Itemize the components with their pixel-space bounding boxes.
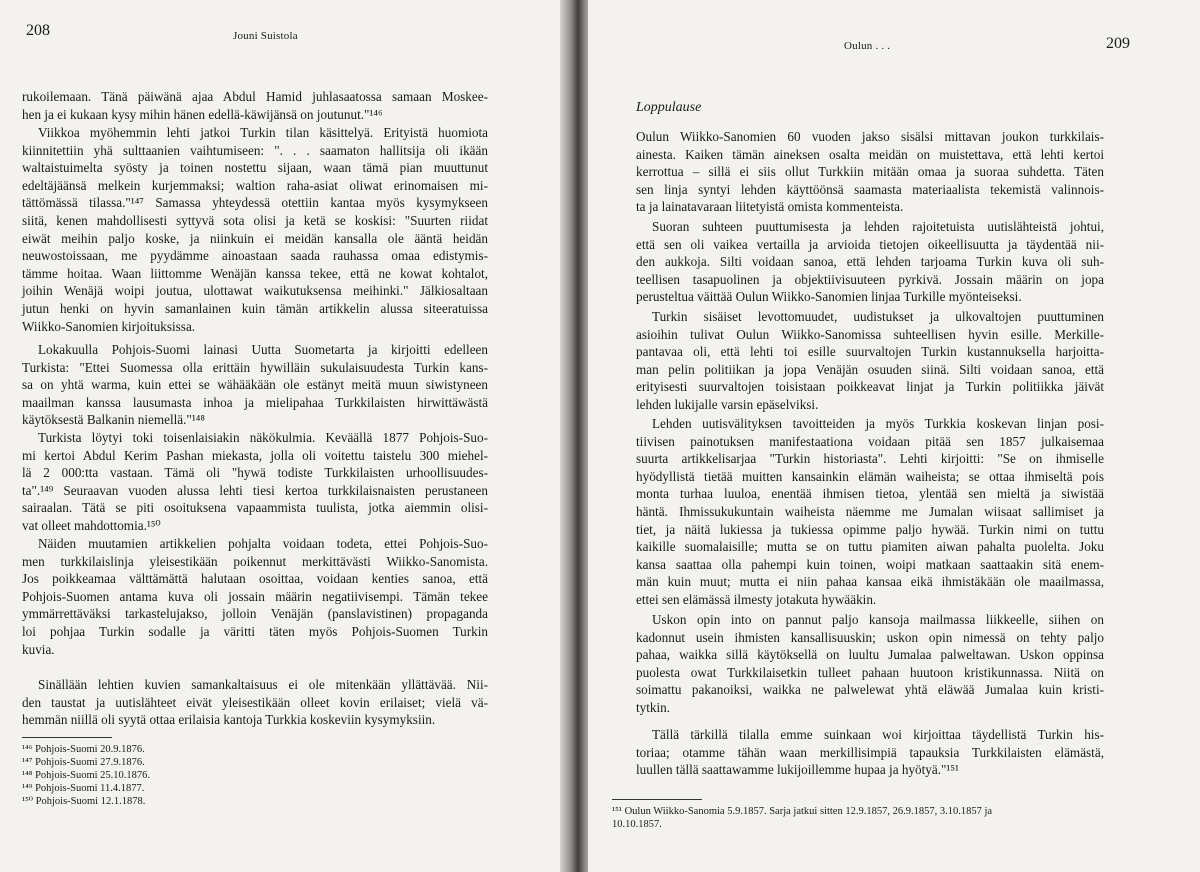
text-line: vat olleet mahdottomia.¹⁵⁰ [22, 517, 161, 533]
text-line: mi kertoi Abdul Kerim Pashan miekasta, jolla oli voitettu taistelu 300 miehel- [22, 447, 488, 463]
footnote: ¹⁴⁷ Pohjois-Suomi 27.9.1876. [22, 757, 145, 768]
text-line: perusteltua väittää Oulun Wiikko-Sanomien linjaa Turkille myönteiseksi. [636, 289, 1022, 305]
footnote: ¹⁵⁰ Pohjois-Suomi 12.1.1878. [22, 796, 146, 807]
text-line: käytöksestä Balkanin niemellä."¹⁴⁸ [22, 412, 205, 428]
paragraph [636, 308, 1104, 414]
text-line: lä 2 000:tta vastaan. Tämä oli "hywä todiste Turkkilaisten urhoollisuudes- [22, 465, 488, 481]
footnote: ¹⁴⁸ Pohjois-Suomi 25.10.1876. [22, 770, 151, 781]
text-line: Turkista löytyi toki toisenlaisiakin näkökulmia. Keväällä 1877 Pohjois-Suo- [38, 430, 488, 445]
text-line: Näiden muutamien artikkelien pohjalta voidaan todeta, ettei Pohjois-Suo- [38, 536, 488, 551]
text-line: Jos poikkeamaa välttämättä halutaan osoittaa, voidaan kenties sanoa, että [22, 571, 488, 587]
paragraph [636, 128, 1104, 216]
paragraph [22, 124, 488, 335]
text-line: Oulun Wiikko-Sanomien 60 vuoden jakso sisälsi mittavan joukon turkkilais- [636, 129, 1104, 144]
text-line: sa on yhtä warma, kuin ettei se wähääkään ole estänyt meitä muun siwistyneen [22, 377, 488, 393]
text-line: jutun henki on hyvin samanlainen kuin tämän artikkelin alussa siteeratuissa [22, 300, 488, 316]
text-line: edeltäjäänsä melkein kurjemmaksi; waltion raha-asiat oliwat erinomaisen mi- [22, 177, 488, 193]
text-line: man pelin politiikan ja jopa Venäjän osuuden siinä. Silti voidaan sanoa, että [636, 361, 1104, 377]
text-line: että sen oli vaikea vertailla ja arvioida tietojen oikeellisuutta ja täydentää nii- [636, 236, 1104, 252]
footnotes [22, 743, 150, 808]
text-line: Turkin sisäiset levottomuudet, uudistukset ja ulkovaltojen puuttuminen [652, 309, 1104, 324]
right-page [588, 0, 1200, 872]
text-line: suurta artikkelisarjaa "Turkin historiasta". Lehti kirjoitti: "Se on ihmiselle [636, 451, 1104, 467]
text-line: luullen tällä saattawamme lukijoillemme hupaa ja hyötyä."¹⁵¹ [636, 762, 959, 778]
text-line: rukoilemaan. Tänä päiwänä ajaa Abdul Hamid juhlasaatossa samaan Moskee- [22, 89, 488, 104]
text-line: neuwostoissaan, me pyydämme ainoastaan saada rauhassa omaa edistymis- [22, 248, 488, 264]
text-line: loi pohjaa Turkin sodalle ja väritti täten myös Pohjois-Suomen Turkin [22, 623, 488, 639]
running-head: Oulun . . . [844, 40, 891, 52]
paragraph [636, 415, 1104, 609]
paragraph [22, 88, 488, 123]
footnote: ¹⁵¹ Oulun Wiikko-Sanomia 5.9.1857. Sarja jatkui sitten 12.9.1857, 26.9.1857, 3.10.1857 ja [612, 806, 993, 817]
text-line: men turkkilaislinja yleisestikään poikennut merkittävästi Wiikko-Sanomista. [22, 553, 488, 569]
text-line: tiivisen painotuksen manifestaationa voidaan pitää sen 1857 julkaisemaa [636, 433, 1104, 449]
text-line: tytkin. [636, 699, 671, 715]
text-line: ymmärrettäväksi tarkastelujakso, jolloin Venäjän (panslavistinen) propaganda [22, 606, 488, 622]
text-line: Suoran suhteen puuttumisesta ja lehden rajoitetuista uutislähteistä johtui, [652, 219, 1104, 234]
paragraph [636, 611, 1104, 717]
text-line: sairaalan. Tätä se piti osoituksena vapaammista tuulista, jotka aiemmin olisi- [22, 500, 488, 516]
text-line: puolesta owat Turkkilaisetkin tulleet pahaan huutoon kristikunnassa. Niitä on [636, 664, 1104, 680]
footnotes [612, 805, 1112, 831]
text-line: den taustat ja uutislähteet eivät yleisestikään olleet kovin erilaiset; vielä vä- [22, 694, 488, 710]
text-line: teellisen tasapuolinen ja objektiivisuuteen pyrkivä. Jossain määrin on jopa [636, 271, 1104, 287]
text-line: tättömässä tilassa."¹⁴⁷ Samassa yhteydessä otettiin kantaa myös kysymykseen [22, 195, 488, 211]
paragraph [22, 341, 488, 429]
text-line: hen ja ei kukaan kysy mihin hänen edellä-käwijänsä on joutunut."¹⁴⁶ [22, 106, 383, 122]
text-line: ta".¹⁴⁹ Seuraavan vuoden alussa lehti tiesi kertoa turkkilaisnaisten perustaneen [22, 482, 488, 498]
text-line: pahaa, waikka sillä käytöksellä on luultu Jumalaa palweltawan. Uskon oppinsa [636, 647, 1104, 663]
text-line: Tällä tärkillä tilalla emme suinkaan woi kirjoittaa täydellistä Turkin his- [652, 727, 1104, 742]
text-line: pantavaa oli, että lehti toi esille suurvaltojen Turkin kustannuksella harjoitta- [636, 344, 1104, 360]
text-line: Viikkoa myöhemmin lehti jatkoi Turkin tilan käsittelyä. Erityistä huomiota [38, 125, 488, 140]
text-line: waltaistuimelta syösty ja toinen nostettu sijaan, waan tämä pian muuttunut [22, 160, 488, 176]
text-line: kaikille suomalaisille; mutta se on tuttu piamiten aiwan pahalta puolelta. Joku [636, 539, 1104, 555]
text-line: Lokakuulla Pohjois-Suomi lainasi Uutta Suometarta ja kirjoitti edelleen [38, 342, 488, 357]
text-line: Lehden uutisvälityksen tavoitteiden ja myös Turkkia koskevan linjan posi- [652, 416, 1104, 431]
text-line: Sinällään lehtien kuvien samankaltaisuus ei ole mitenkään yllättävää. Nii- [38, 677, 488, 692]
text-line: tiet, ja näitä lukiessa ja tukiessa opimme paljo hywää. Turkin nimi on tuttu [636, 521, 1104, 537]
text-line: den aukkoja. Silti voidaan sanoa, että lehden tarjoama Turkin kuva oli suh- [636, 254, 1104, 270]
text-line: kerrottua – sillä ei siis ollut Turkkiin mitään omaa ja suoraa suhdetta. Täten [636, 164, 1104, 180]
text-line: lehden lukijalle varsin epäselviksi. [636, 396, 819, 412]
page-number: 209 [1106, 35, 1130, 52]
paragraph [636, 726, 1104, 779]
footnote: 10.10.1857. [612, 819, 662, 830]
paragraph [22, 429, 488, 535]
text-line: maailman kanssa lausumasta inhoa ja mielipahaa Turkkilaisten hirwittäwästä [22, 394, 488, 410]
text-line: toriaa; otamme tähän waan merkillisimpiä tapauksia Turkkilaisten elämästä, [636, 744, 1104, 760]
text-line: kuvia. [22, 641, 55, 657]
footnote: ¹⁴⁹ Pohjois-Suomi 11.4.1877. [22, 783, 145, 794]
text-line: Pohjois-Suomen antama kuva oli jossain määrin negatiivisempi. Tämän tekee [22, 588, 488, 604]
page-number: 208 [26, 22, 50, 39]
text-line: joihin Wenäjä woipi joutua, ulottawat waikutuksensa meihinki." Jälkiosaltaan [22, 283, 488, 299]
text-line: män kuin muut; mutta ei niin pahaa kansaa eikä ihmistäkään ole maailmassa, [636, 574, 1104, 590]
text-line: Turkista: "Ettei Suomessa olla erittäin hywilläin sukulaisuudesta Turkin kans- [22, 359, 488, 375]
paragraph [22, 535, 488, 658]
footnote: ¹⁴⁶ Pohjois-Suomi 20.9.1876. [22, 744, 145, 755]
text-line: hyödyllistä tietää muitten kansainkin elämän waiheista; se ottaa ihmiseltä pois [636, 468, 1104, 484]
text-line: eiwät meihin paljo koske, ja niinkuin ei meidän kansalla ole ääntä heidän [22, 230, 488, 246]
text-line: ettei sen elämässä ilmesty jotakuta hywääkin. [636, 591, 877, 607]
footnote-rule [612, 799, 702, 800]
text-line: soimattu pakanoiksi, waikka ne palwelewat yhtä eläwää Jumalaa kuin kristi- [636, 682, 1104, 698]
text-line: ainesta. Kaiken tämän aineksen osalta meidän on muistettava, että lehti kertoi [636, 146, 1104, 162]
section-heading: Loppulause [636, 100, 702, 115]
text-line: kiinnitettiin yhä sulttaanien vaihtumiseen: ". . . saamaton hallitsija oli ikään [22, 142, 488, 158]
text-line: kansa saattaa olla pahempi kuin toinen, woipi matkaan saattaakin sitä enem- [636, 556, 1104, 572]
running-head: Jouni Suistola [233, 30, 298, 42]
text-line: asioihin tulivat Oulun Wiikko-Sanomissa suhteellisen hyvin esille. Merkille- [636, 326, 1104, 342]
text-line: siitä, kenen mahdollisesti syttyvä sota olisi ja ketä se koskisi: "Suurten riidat [22, 212, 488, 228]
text-line: hemmän niillä oli syytä ottaa erilaisia kantoja Turkkia koskeviin kysymyksiin. [22, 712, 436, 728]
paragraph [22, 676, 488, 729]
text-line: Wiikko-Sanomien kirjoituksissa. [22, 318, 196, 334]
left-page [0, 0, 567, 872]
text-line: Uskon opin into on pannut paljo kansoja mailmassa liikkeelle, siihen on [652, 612, 1104, 627]
text-line: monta turhaa luuloa, enentää ihmisen tietoa, ylentää sen mieltä ja siwistää [636, 486, 1104, 502]
paragraph [636, 218, 1104, 306]
text-line: ta ja lainatavaraan liitetyistä omista kommenteista. [636, 199, 904, 215]
text-line: sen linja syntyi lehden käyttöönsä saamasta materiaalista tekemistä valinnois- [636, 181, 1104, 197]
text-line: häntä. Ihmissukukuntain waiheista näemme me Jumalan wiisaat sallimiset ja [636, 503, 1104, 519]
text-line: erityisesti suurvaltojen toisistaan poikkeavat linjat ja Turkin politiikka jäivät [636, 379, 1104, 395]
text-line: kadonnut usein ihmisten kansallisuuskin; uskon opin nimessä on tehty paljo [636, 629, 1104, 645]
footnote-rule [22, 737, 112, 738]
text-line: tämme hoitaa. Waan liittomme Wenäjän kanssa tekee, että ne kowat kohtalot, [22, 265, 488, 281]
